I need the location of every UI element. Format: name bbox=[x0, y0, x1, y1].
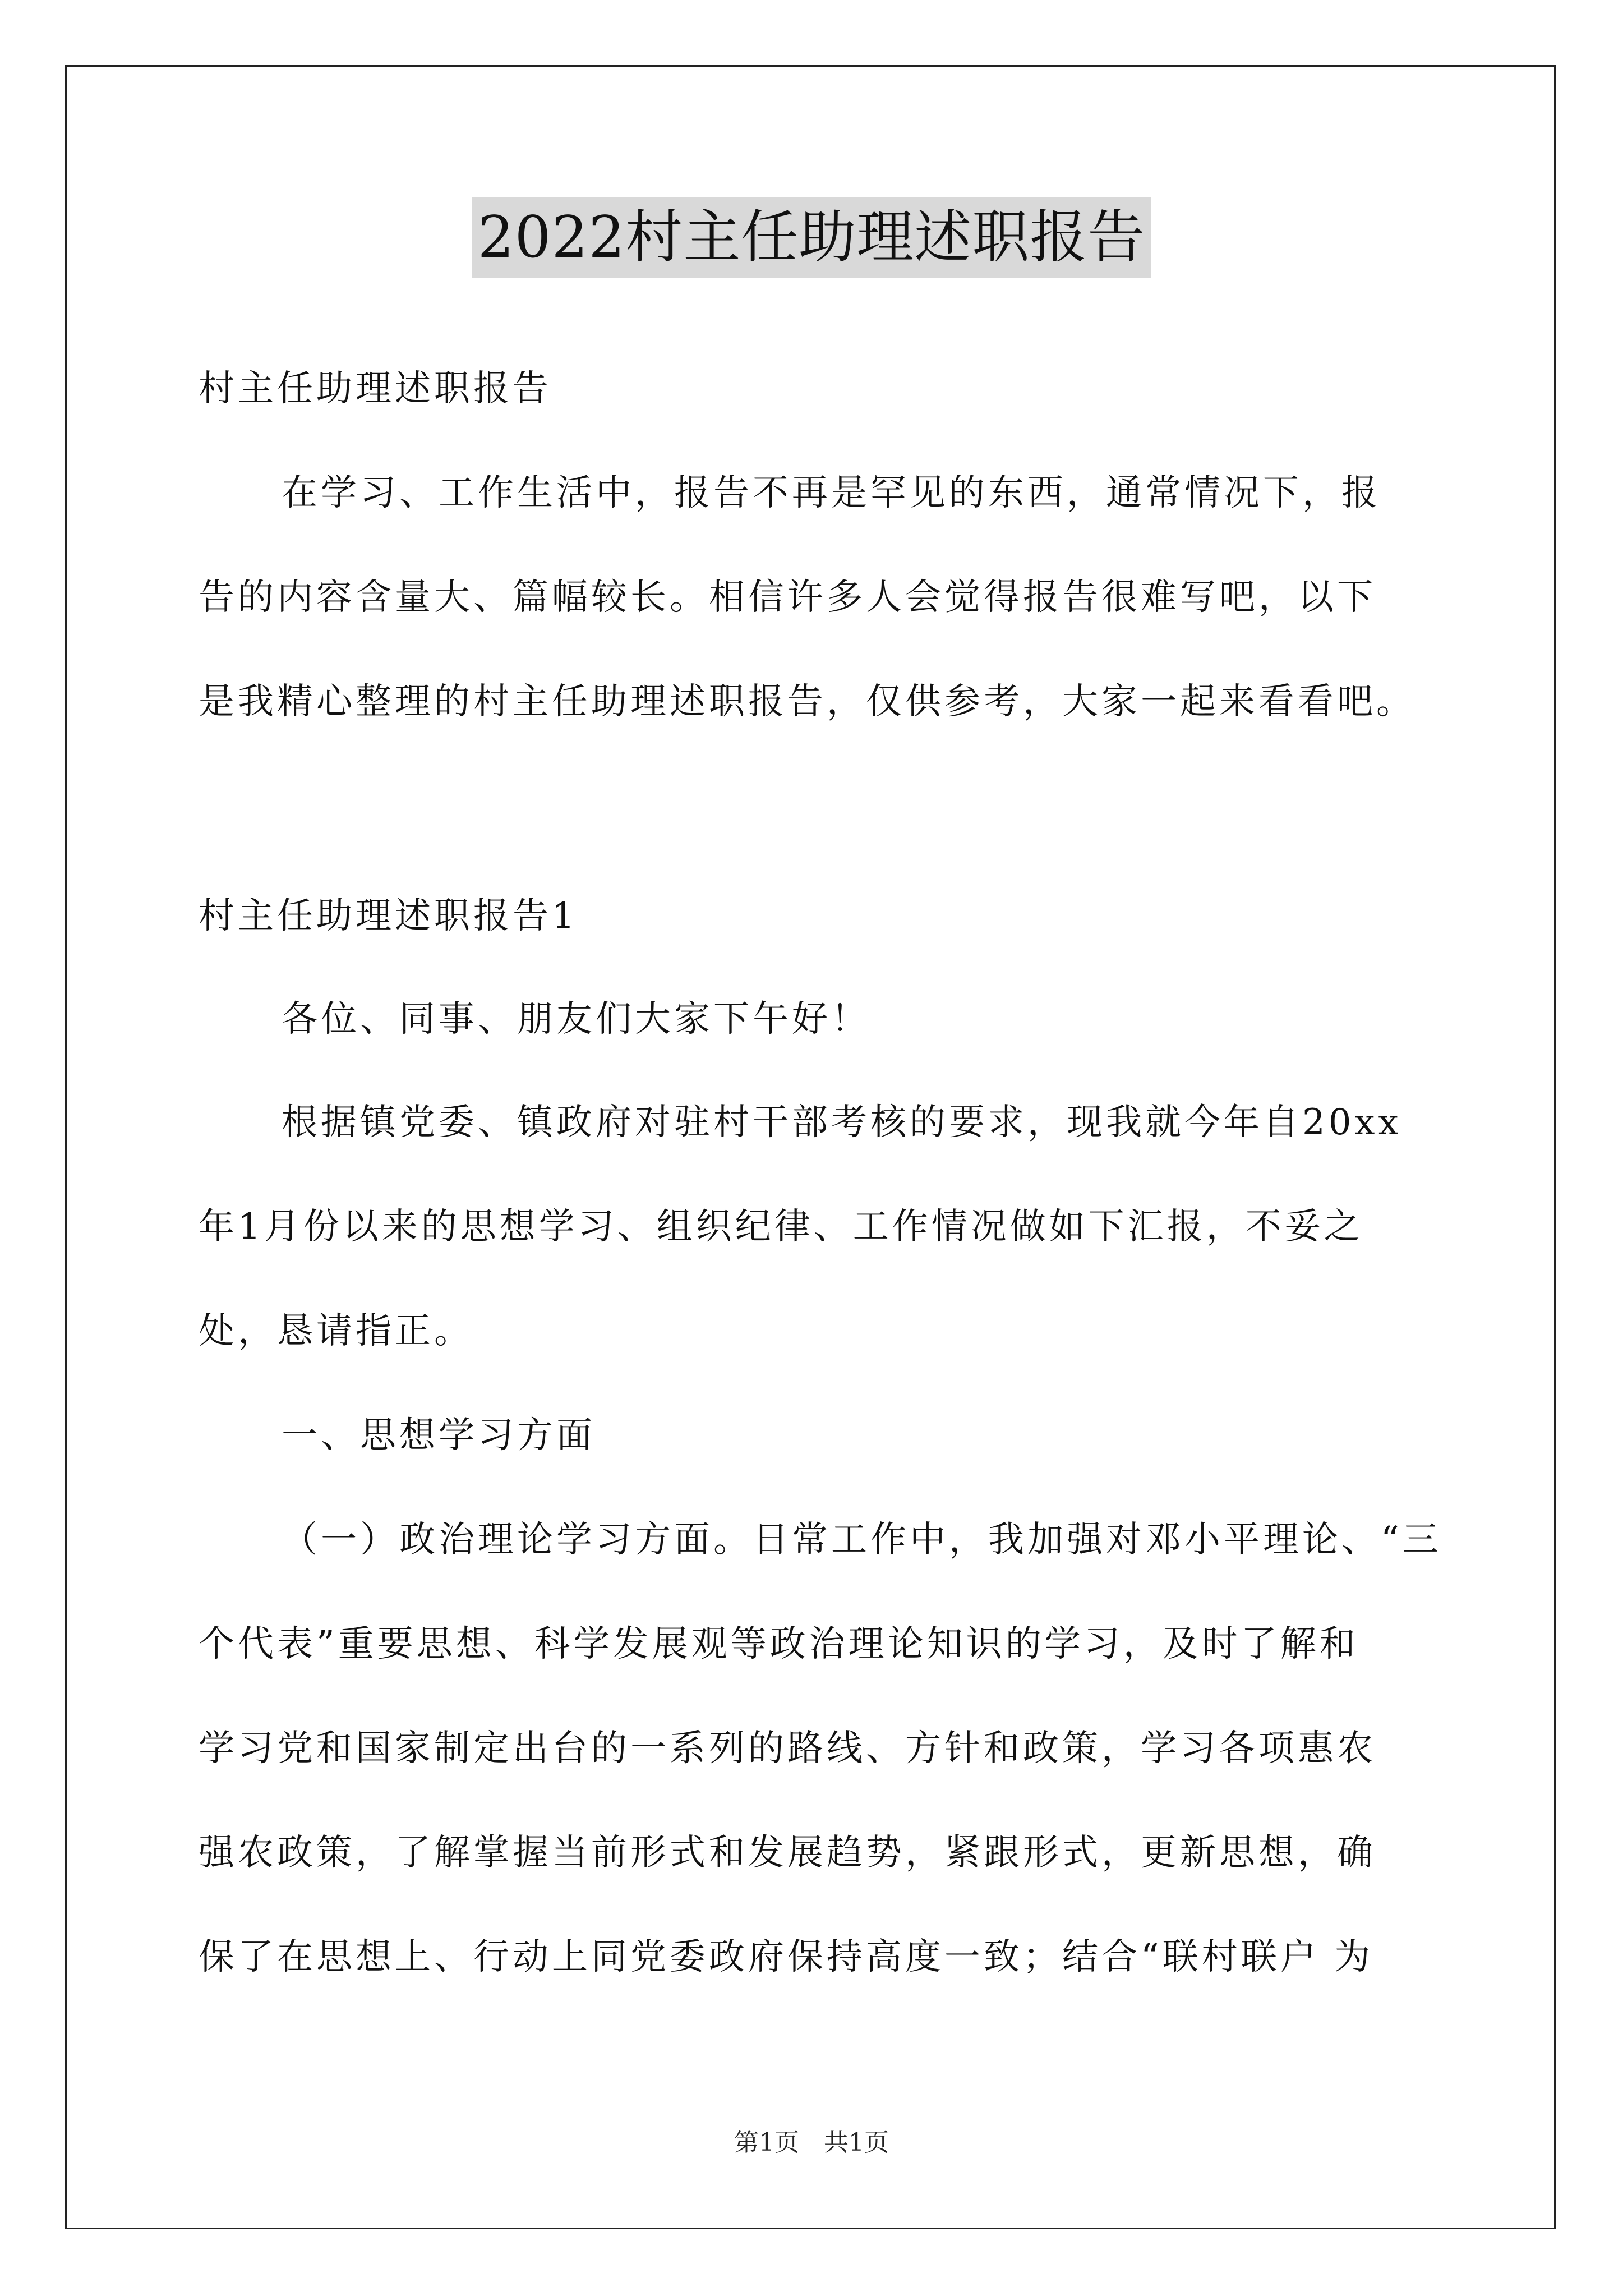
document-title: 2022村主任助理述职报告 bbox=[472, 197, 1151, 278]
para2-line-2: 个代表”重要思想、科学发展观等政治理论知识的学习，及时了解和 bbox=[199, 1623, 1359, 1665]
greeting: 各位、同事、朋友们大家下午好！ bbox=[282, 999, 870, 1040]
page-footer: 第1页 共1页 bbox=[734, 2128, 889, 2157]
para2-line-3: 学习党和国家制定出台的一系列的路线、方针和政策，学习各项惠农 bbox=[199, 1728, 1376, 1769]
para1-line-2: 年1月份以来的思想学习、组织纪律、工作情况做如下汇报，不妥之 bbox=[199, 1206, 1363, 1248]
intro-line-3: 是我精心整理的村主任助理述职报告，仅供参考，大家一起来看看吧。 bbox=[199, 681, 1415, 723]
title-container bbox=[0, 197, 1623, 278]
para2-line-4: 强农政策，了解掌握当前形式和发展趋势，紧跟形式，更新思想，确 bbox=[199, 1832, 1376, 1874]
intro-line-2: 告的内容含量大、篇幅较长。相信许多人会觉得报告很难写吧，以下 bbox=[199, 577, 1376, 618]
para2-line-5: 保了在思想上、行动上同党委政府保持高度一致；结合“联村联户 为 bbox=[199, 1936, 1374, 1978]
para1-line-3: 处，恳请指正。 bbox=[199, 1310, 473, 1352]
para2-line-1: （一）政治理论学习方面。日常工作中，我加强对邓小平理论、“三 bbox=[282, 1519, 1442, 1561]
subtitle: 村主任助理述职报告 bbox=[199, 368, 552, 409]
para1-line-1: 根据镇党委、镇政府对驻村干部考核的要求，现我就今年自20xx bbox=[282, 1102, 1402, 1143]
section-heading: 村主任助理述职报告1 bbox=[199, 895, 578, 937]
heading-one: 一、思想学习方面 bbox=[282, 1415, 596, 1456]
intro-line-1: 在学习、工作生活中，报告不再是罕见的东西，通常情况下，报 bbox=[282, 472, 1381, 514]
